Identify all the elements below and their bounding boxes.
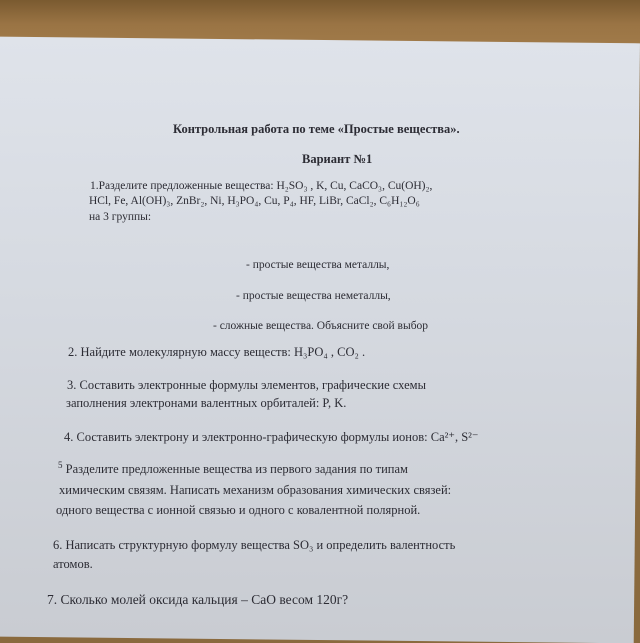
q1-substances-2: HCl, Fe, Al(OH)₃, ZnBr₂, Ni, H₃PO₄, Cu, P₄, HF, LiBr, CaCl₂, C₆H₁₂O₆ bbox=[89, 195, 420, 207]
q5-line-3: одного вещества с ионной связью и одного с ковалентной полярной. bbox=[56, 503, 421, 517]
q1-groups-intro: на 3 группы: bbox=[89, 211, 152, 223]
q2-text: 2. Найдите молекулярную массу веществ: H₃PO₄ , CO₂ . bbox=[68, 345, 366, 359]
q4-text: 4. Составить электрону и электронно-графическую формулы ионов: Ca²⁺, S²⁻ bbox=[64, 430, 479, 444]
q6-line-1: 6. Написать структурную формулу вещества SO₃ и определить валентность bbox=[53, 538, 456, 552]
q6-line-2: атомов. bbox=[53, 557, 93, 571]
q1-group-nonmetals: - простые вещества неметаллы, bbox=[236, 290, 391, 302]
q5-line-2: химическим связям. Написать механизм образования химических связей: bbox=[59, 483, 452, 497]
q1-intro: 1.Разделите предложенные вещества: bbox=[90, 180, 274, 192]
q3-line-2: заполнения электронами валентных орбиталей: P, K. bbox=[66, 396, 347, 410]
q5-number: 5 bbox=[58, 459, 63, 470]
q5-line-1 bbox=[58, 459, 408, 477]
q1-substances-1: H₂SO₃ , K, Cu, CaCO₃, Cu(OH)₂, bbox=[276, 180, 433, 192]
q5-text-1: Разделите предложенные вещества из первого задания по типам bbox=[65, 462, 408, 476]
q1-line-1 bbox=[90, 179, 432, 194]
page-title: Контрольная работа по теме «Простые вещества». bbox=[173, 122, 460, 136]
q1-group-metals: - простые вещества металлы, bbox=[246, 259, 390, 271]
q1-group-complex: - сложные вещества. Объясните свой выбор bbox=[213, 320, 429, 332]
variant-heading: Вариант №1 bbox=[302, 152, 373, 166]
q3-line-1: 3. Составить электронные формулы элементов, графические схемы bbox=[67, 378, 426, 392]
q7-text: 7. Сколько молей оксида кальция – CaO весом 120г? bbox=[47, 592, 349, 607]
